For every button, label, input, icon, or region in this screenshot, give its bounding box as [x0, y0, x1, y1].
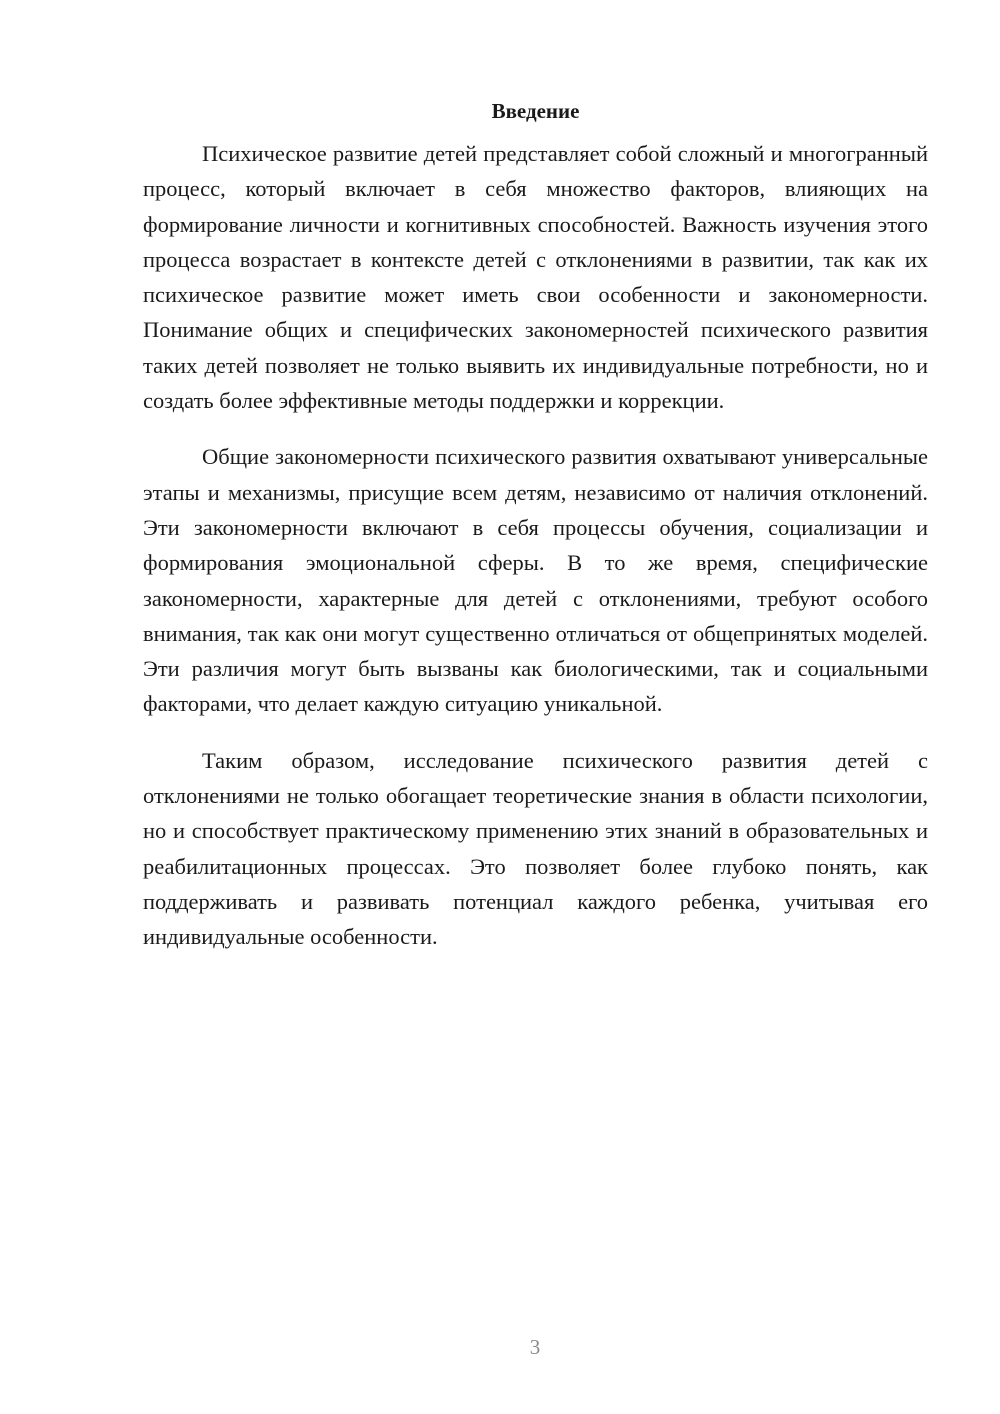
paragraph-1: Психическое развитие детей представляет собой сложный и многогранный процесс, который включает в себя множество факторов, влияющих на формирование личности и когнитивных способностей. Важность изучения этого процесса возрастает в контексте детей с отклонениями в развитии, так как их психическое развитие может иметь свои особенности и закономерности. Понимание общих и специфических закономерностей психического развития таких детей позволяет не только выявить их индивидуальные потребности, но и создать более эффективные методы поддержки и коррекции. [143, 141, 928, 414]
paragraph-3: Таким образом, исследование психического развития детей с отклонениями не только обогащает теоретические знания в области психологии, но и способствует практическому применению этих знаний в образовательных и реабилитационных процессах. Это позволяет более глубоко понять, как поддерживать и развивать потенциал каждого ребенка, учитывая его индивидуальные особенности. [143, 747, 928, 950]
section-heading: Введение [491, 99, 580, 123]
page-content [143, 96, 928, 955]
paragraph-2: Общие закономерности психического развития охватывают универсальные этапы и механизмы, присущие всем детям, независимо от наличия отклонений. Эти закономерности включают в себя процессы обучения, социализации и формирования эмоциональной сферы. В то же время, специфические закономерности, характерные для детей с отклонениями, требуют особого внимания, так как они могут существенно отличаться от общепринятых моделей. Эти различия могут быть вызваны как биологическими, так и социальными факторами, что делает каждую ситуацию уникальной. [143, 444, 928, 717]
page-number: 3 [529, 1335, 541, 1359]
